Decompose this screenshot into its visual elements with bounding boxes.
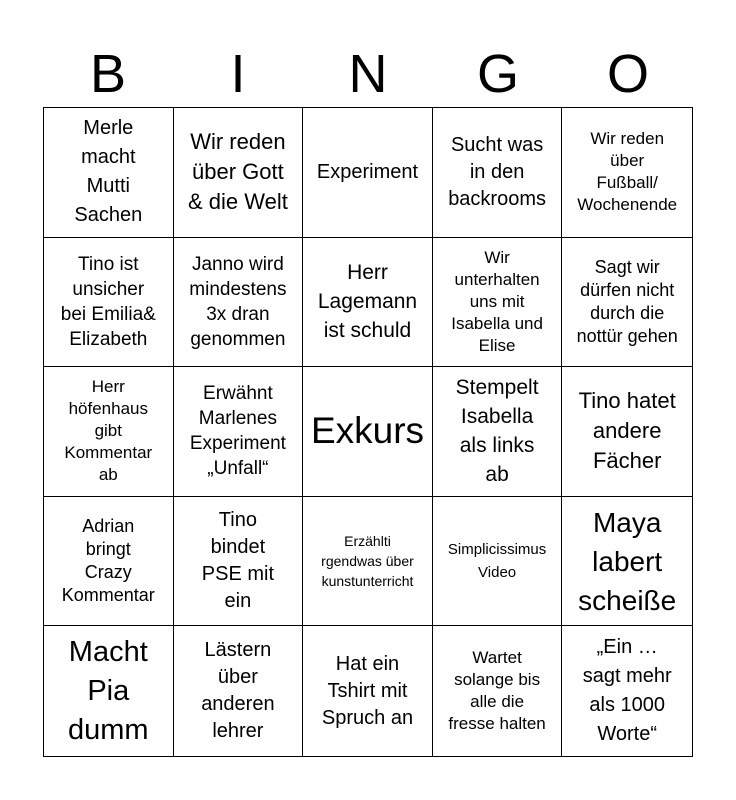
cell-text: Experiment: [316, 160, 419, 183]
cell-text: Macht Pia dumm: [68, 635, 149, 746]
header-letter-b: B: [89, 44, 127, 104]
cell-text: Hat ein Tshirt mit Spruch an: [321, 652, 414, 729]
bingo-cell[interactable]: [562, 497, 692, 627]
bingo-cell[interactable]: [174, 108, 304, 238]
bingo-cell[interactable]: [303, 238, 433, 368]
bingo-cell[interactable]: [303, 367, 433, 497]
cell-text: Lästern über anderen lehrer: [201, 639, 275, 743]
cell-text: Sagt wir dürfen nicht durch die nottür gehen: [576, 256, 678, 346]
bingo-cell[interactable]: [44, 367, 174, 497]
cell-text: Janno wird mindestens 3x dran genommen: [189, 253, 287, 350]
bingo-cell[interactable]: [562, 367, 692, 497]
cell-text: Erzählti rgendwas über kunstunterricht: [321, 533, 414, 590]
cell-text: Erwähnt Marlenes Experiment „Unfall“: [189, 383, 286, 480]
cell-text: Simplicissimus Video: [447, 541, 547, 582]
cell-text: Exkurs: [310, 410, 425, 452]
header-letter-g: G: [476, 44, 519, 104]
bingo-cell[interactable]: [174, 497, 304, 627]
header-letter-n: N: [348, 44, 388, 104]
cell-text: Herr Lagemann ist schuld: [317, 261, 418, 343]
cell-text: Wir reden über Fußball/ Wochenende: [577, 129, 678, 215]
bingo-cell[interactable]: [303, 626, 433, 756]
cell-text: „Ein … sagt mehr als 1000 Worte“: [582, 636, 672, 746]
cell-text: Wir reden über Gott & die Welt: [187, 129, 288, 215]
cell-text: Maya labert scheiße: [578, 506, 677, 616]
bingo-cell[interactable]: [562, 108, 692, 238]
bingo-grid: [43, 107, 693, 757]
bingo-cell[interactable]: [433, 238, 563, 368]
bingo-cell[interactable]: [433, 367, 563, 497]
cell-text: Tino ist unsicher bei Emilia& Elizabeth: [60, 253, 156, 350]
bingo-cell[interactable]: [44, 626, 174, 756]
bingo-cell[interactable]: [433, 108, 563, 238]
bingo-cell[interactable]: [174, 367, 304, 497]
bingo-cell[interactable]: [174, 626, 304, 756]
bingo-cell[interactable]: [433, 626, 563, 756]
bingo-cell[interactable]: [44, 497, 174, 627]
bingo-cell[interactable]: [303, 497, 433, 627]
bingo-cell[interactable]: [174, 238, 304, 368]
cell-text: Merle macht Mutti Sachen: [74, 117, 143, 227]
cell-text: Adrian bringt Crazy Kommentar: [61, 516, 155, 606]
bingo-cell[interactable]: [562, 238, 692, 368]
cell-text: Sucht was in den backrooms: [448, 133, 546, 210]
bingo-cell[interactable]: [44, 108, 174, 238]
header-letter-o: O: [606, 44, 649, 104]
cell-text: Wartet solange bis alle die fresse halten: [448, 648, 546, 734]
header-letter-i: I: [230, 44, 246, 104]
cell-text: Tino hatet andere Fächer: [578, 388, 676, 474]
bingo-cell[interactable]: [303, 108, 433, 238]
cell-text: Wir unterhalten uns mit Isabella und Elise: [451, 247, 543, 355]
bingo-header: [43, 40, 693, 108]
cell-text: Herr höfenhaus gibt Kommentar ab: [64, 377, 153, 485]
cell-text: Stempelt Isabella als links ab: [455, 376, 539, 487]
bingo-cell[interactable]: [562, 626, 692, 756]
bingo-cell[interactable]: [433, 497, 563, 627]
bingo-cell[interactable]: [44, 238, 174, 368]
cell-text: Tino bindet PSE mit ein: [201, 509, 275, 613]
